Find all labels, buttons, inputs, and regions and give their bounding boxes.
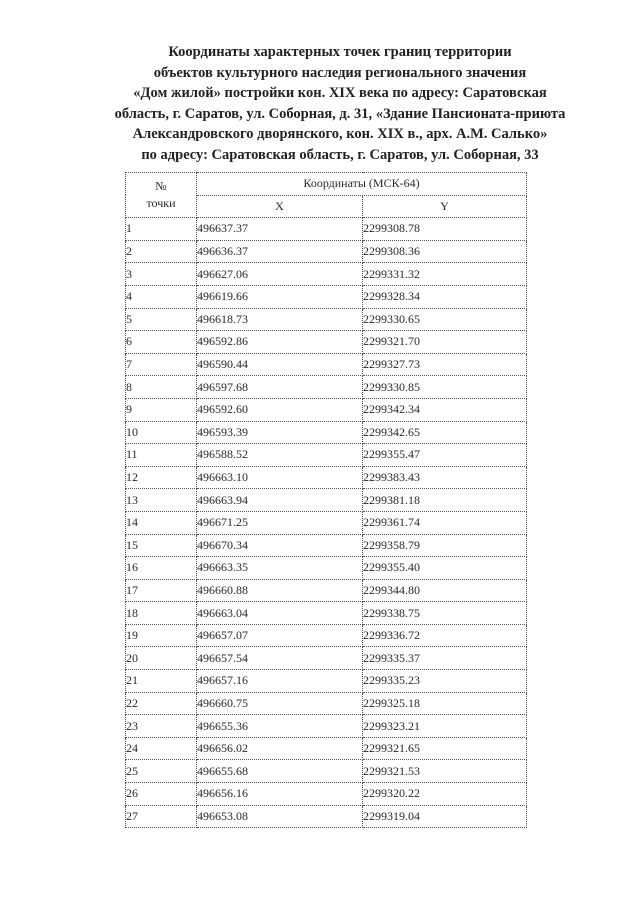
x-coordinate-cell: 496660.75 bbox=[197, 692, 363, 715]
x-coordinate-cell: 496663.10 bbox=[197, 466, 363, 489]
point-number-cell: 14 bbox=[126, 511, 197, 534]
x-column-header: X bbox=[197, 195, 363, 218]
x-coordinate-cell: 496657.54 bbox=[197, 647, 363, 670]
point-number-cell: 16 bbox=[126, 557, 197, 580]
x-coordinate-cell: 496671.25 bbox=[197, 511, 363, 534]
table-row bbox=[126, 285, 527, 308]
title-line-1: Координаты характерных точек границ территории bbox=[168, 44, 512, 60]
table-row bbox=[126, 647, 527, 670]
x-coordinate-cell: 496656.02 bbox=[197, 737, 363, 760]
point-number-cell: 18 bbox=[126, 602, 197, 625]
table-row bbox=[126, 331, 527, 354]
y-coordinate-cell: 2299327.73 bbox=[363, 353, 527, 376]
y-coordinate-cell: 2299319.04 bbox=[363, 805, 527, 828]
x-coordinate-cell: 496588.52 bbox=[197, 444, 363, 467]
point-number-cell: 4 bbox=[126, 285, 197, 308]
x-coordinate-cell: 496655.68 bbox=[197, 760, 363, 783]
table-row bbox=[126, 376, 527, 399]
x-coordinate-cell: 496597.68 bbox=[197, 376, 363, 399]
point-number-cell: 17 bbox=[126, 579, 197, 602]
x-coordinate-cell: 496660.88 bbox=[197, 579, 363, 602]
point-number-cell: 10 bbox=[126, 421, 197, 444]
x-coordinate-cell: 496653.08 bbox=[197, 805, 363, 828]
x-coordinate-cell: 496636.37 bbox=[197, 240, 363, 263]
x-coordinate-cell: 496619.66 bbox=[197, 285, 363, 308]
table-row bbox=[126, 783, 527, 806]
point-number-cell: 22 bbox=[126, 692, 197, 715]
x-coordinate-cell: 496663.04 bbox=[197, 602, 363, 625]
table-row bbox=[126, 308, 527, 331]
table-row bbox=[126, 466, 527, 489]
title-line-6: по адресу: Саратовская область, г. Саратов, ул. Соборная, 33 bbox=[141, 146, 539, 163]
table-row bbox=[126, 670, 527, 693]
y-coordinate-cell: 2299325.18 bbox=[363, 692, 527, 715]
point-number-cell: 12 bbox=[126, 466, 197, 489]
x-coordinate-cell: 496637.37 bbox=[197, 218, 363, 241]
y-coordinate-cell: 2299338.75 bbox=[363, 602, 527, 625]
title-line-2: объектов культурного наследия регионального значения bbox=[153, 64, 527, 81]
y-coordinate-cell: 2299355.47 bbox=[363, 444, 527, 467]
y-coordinate-cell: 2299308.36 bbox=[363, 240, 527, 263]
x-coordinate-cell: 496657.16 bbox=[197, 670, 363, 693]
table-row bbox=[126, 263, 527, 286]
point-number-cell: 27 bbox=[126, 805, 197, 828]
point-number-cell: 25 bbox=[126, 760, 197, 783]
y-coordinate-cell: 2299330.65 bbox=[363, 308, 527, 331]
table-row bbox=[126, 489, 527, 512]
document-title bbox=[60, 42, 620, 165]
y-coordinate-cell: 2299335.37 bbox=[363, 647, 527, 670]
coordinates-table bbox=[125, 172, 527, 828]
y-coordinate-cell: 2299320.22 bbox=[363, 783, 527, 806]
point-number-cell: 23 bbox=[126, 715, 197, 738]
y-coordinate-cell: 2299355.40 bbox=[363, 557, 527, 580]
y-coordinate-cell: 2299308.78 bbox=[363, 218, 527, 241]
x-coordinate-cell: 496618.73 bbox=[197, 308, 363, 331]
table-row bbox=[126, 353, 527, 376]
table-row bbox=[126, 240, 527, 263]
y-coordinate-cell: 2299328.34 bbox=[363, 285, 527, 308]
y-coordinate-cell: 2299330.85 bbox=[363, 376, 527, 399]
point-number-cell: 7 bbox=[126, 353, 197, 376]
table-row bbox=[126, 602, 527, 625]
x-coordinate-cell: 496663.94 bbox=[197, 489, 363, 512]
point-number-cell: 3 bbox=[126, 263, 197, 286]
y-coordinate-cell: 2299321.53 bbox=[363, 760, 527, 783]
table-row bbox=[126, 715, 527, 738]
x-coordinate-cell: 496663.35 bbox=[197, 557, 363, 580]
table-row bbox=[126, 692, 527, 715]
table-row bbox=[126, 737, 527, 760]
y-coordinate-cell: 2299323.21 bbox=[363, 715, 527, 738]
y-coordinate-cell: 2299342.34 bbox=[363, 398, 527, 421]
coordinates-table-body bbox=[126, 218, 527, 828]
point-number-cell: 24 bbox=[126, 737, 197, 760]
y-coordinate-cell: 2299358.79 bbox=[363, 534, 527, 557]
table-row bbox=[126, 398, 527, 421]
point-number-cell: 1 bbox=[126, 218, 197, 241]
x-coordinate-cell: 496657.07 bbox=[197, 624, 363, 647]
table-row bbox=[126, 579, 527, 602]
y-coordinate-cell: 2299381.18 bbox=[363, 489, 527, 512]
point-number-cell: 9 bbox=[126, 398, 197, 421]
x-coordinate-cell: 496627.06 bbox=[197, 263, 363, 286]
y-coordinate-cell: 2299321.70 bbox=[363, 331, 527, 354]
y-coordinate-cell: 2299336.72 bbox=[363, 624, 527, 647]
point-number-cell: 8 bbox=[126, 376, 197, 399]
x-coordinate-cell: 496592.60 bbox=[197, 398, 363, 421]
title-line-4: область, г. Саратов, ул. Соборная, д. 31, «Здание Пансионата-приюта bbox=[114, 105, 566, 122]
point-number-cell: 5 bbox=[126, 308, 197, 331]
point-number-cell: 11 bbox=[126, 444, 197, 467]
table-row bbox=[126, 624, 527, 647]
table-row bbox=[126, 534, 527, 557]
title-line-3: «Дом жилой» постройки кон. XIX века по адресу: Саратовская bbox=[133, 85, 547, 101]
point-number-cell: 21 bbox=[126, 670, 197, 693]
point-number-header: № точки bbox=[126, 173, 197, 218]
table-row bbox=[126, 760, 527, 783]
x-coordinate-cell: 496593.39 bbox=[197, 421, 363, 444]
table-row bbox=[126, 511, 527, 534]
y-coordinate-cell: 2299335.23 bbox=[363, 670, 527, 693]
x-coordinate-cell: 496590.44 bbox=[197, 353, 363, 376]
point-number-cell: 19 bbox=[126, 624, 197, 647]
table-row bbox=[126, 805, 527, 828]
y-coordinate-cell: 2299321.65 bbox=[363, 737, 527, 760]
table-row bbox=[126, 218, 527, 241]
x-coordinate-cell: 496592.86 bbox=[197, 331, 363, 354]
table-row bbox=[126, 421, 527, 444]
y-coordinate-cell: 2299383.43 bbox=[363, 466, 527, 489]
coordinates-header: Координаты (МСК-64) bbox=[197, 173, 527, 196]
x-coordinate-cell: 496656.16 bbox=[197, 783, 363, 806]
point-number-cell: 2 bbox=[126, 240, 197, 263]
point-number-cell: 15 bbox=[126, 534, 197, 557]
point-number-cell: 20 bbox=[126, 647, 197, 670]
x-coordinate-cell: 496655.36 bbox=[197, 715, 363, 738]
x-coordinate-cell: 496670.34 bbox=[197, 534, 363, 557]
y-coordinate-cell: 2299342.65 bbox=[363, 421, 527, 444]
table-row bbox=[126, 557, 527, 580]
y-column-header: Y bbox=[363, 195, 527, 218]
point-number-cell: 13 bbox=[126, 489, 197, 512]
point-number-cell: 6 bbox=[126, 331, 197, 354]
point-number-cell: 26 bbox=[126, 783, 197, 806]
table-row bbox=[126, 444, 527, 467]
y-coordinate-cell: 2299331.32 bbox=[363, 263, 527, 286]
y-coordinate-cell: 2299344.80 bbox=[363, 579, 527, 602]
y-coordinate-cell: 2299361.74 bbox=[363, 511, 527, 534]
title-line-5: Александровского дворянского, кон. XIX в., арх. А.М. Салько» bbox=[132, 126, 548, 142]
